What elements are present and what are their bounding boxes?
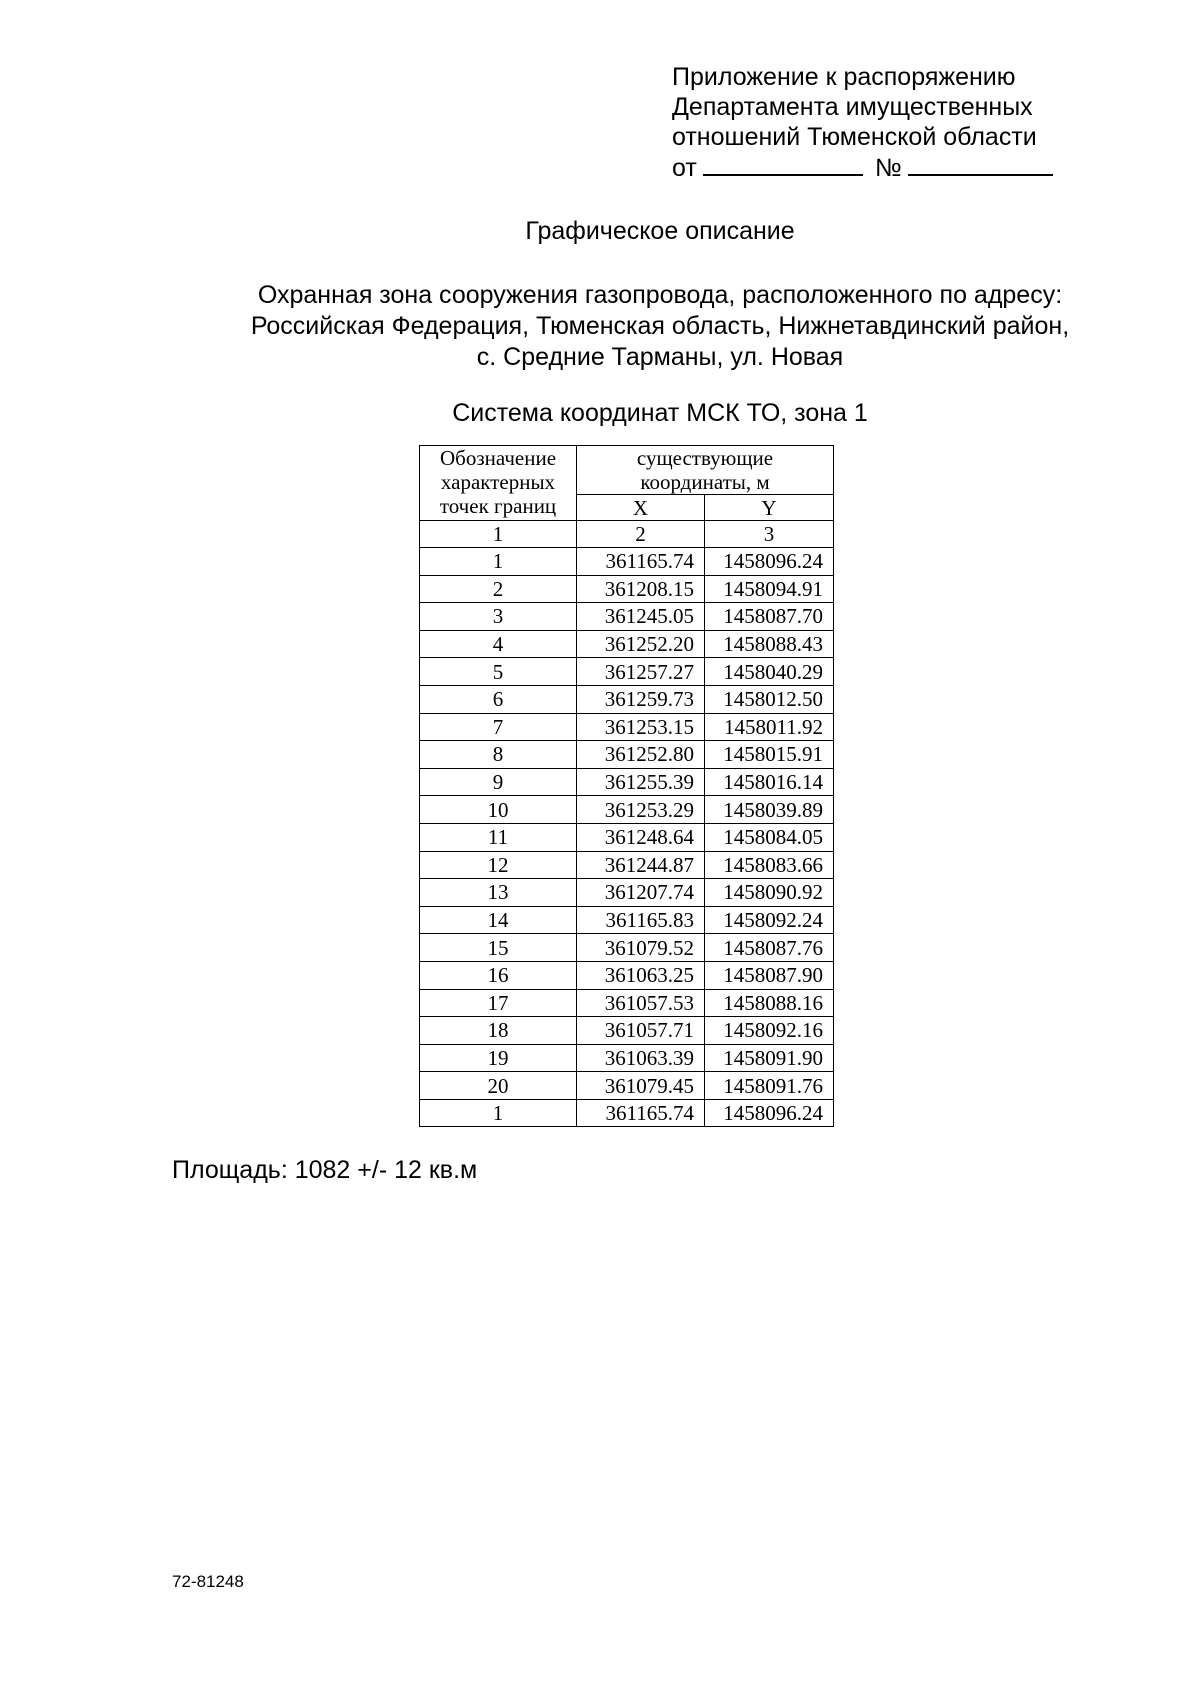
x-coordinate-cell: 361079.45	[577, 1072, 705, 1100]
table-row	[420, 658, 834, 686]
x-coordinate-cell: 361245.05	[577, 603, 705, 631]
y-coordinate-cell: 1458087.70	[705, 603, 834, 631]
zone-description	[160, 280, 1160, 373]
point-number-cell: 1	[420, 548, 577, 576]
column-number-3: 3	[705, 521, 834, 548]
table-row	[420, 1099, 834, 1127]
point-number-cell: 5	[420, 658, 577, 686]
table-row	[420, 851, 834, 879]
x-coordinate-cell: 361165.74	[577, 548, 705, 576]
table-row	[420, 1017, 834, 1045]
column-number-1: 1	[420, 521, 577, 548]
number-label: №	[874, 154, 902, 182]
y-coordinate-cell: 1458092.24	[705, 906, 834, 934]
point-number-cell: 8	[420, 741, 577, 769]
y-coordinate-cell: 1458011.92	[705, 713, 834, 741]
x-coordinate-cell: 361057.53	[577, 989, 705, 1017]
header-coordinates-line-1: существующие	[636, 446, 774, 470]
point-number-cell: 2	[420, 575, 577, 603]
header-points-line-2: характерных	[440, 470, 556, 494]
point-number-cell: 17	[420, 989, 577, 1017]
x-coordinate-cell: 361207.74	[577, 879, 705, 907]
x-coordinate-cell: 361063.39	[577, 1044, 705, 1072]
date-blank	[703, 152, 863, 176]
y-coordinate-cell: 1458087.90	[705, 961, 834, 989]
x-coordinate-cell: 361253.15	[577, 713, 705, 741]
x-coordinate-cell: 361057.71	[577, 1017, 705, 1045]
y-coordinate-cell: 1458012.50	[705, 685, 834, 713]
coordinate-system-label: Система координат МСК ТО, зона 1	[452, 399, 868, 427]
point-number-cell: 14	[420, 906, 577, 934]
header-x: X	[577, 495, 705, 521]
y-coordinate-cell: 1458090.92	[705, 879, 834, 907]
table-row	[420, 796, 834, 824]
column-number-2: 2	[577, 521, 705, 548]
x-coordinate-cell: 361165.74	[577, 1099, 705, 1127]
header-coordinates-line-2: координаты, м	[640, 470, 770, 494]
number-blank	[908, 152, 1053, 176]
from-label: от	[672, 154, 697, 182]
point-number-cell: 10	[420, 796, 577, 824]
appendix-line-1: Приложение к распоряжению	[672, 63, 1016, 91]
x-coordinate-cell: 361259.73	[577, 685, 705, 713]
x-coordinate-cell: 361063.25	[577, 961, 705, 989]
table-row	[420, 768, 834, 796]
document-title: Графическое описание	[525, 217, 795, 245]
x-coordinate-cell: 361252.20	[577, 630, 705, 658]
header-points	[420, 446, 577, 521]
x-coordinate-cell: 361244.87	[577, 851, 705, 879]
x-coordinate-cell: 361165.83	[577, 906, 705, 934]
appendix-line-3: отношений Тюменской области	[672, 123, 1037, 151]
table-row	[420, 989, 834, 1017]
y-coordinate-cell: 1458040.29	[705, 658, 834, 686]
y-coordinate-cell: 1458091.76	[705, 1072, 834, 1100]
y-coordinate-cell: 1458094.91	[705, 575, 834, 603]
point-number-cell: 20	[420, 1072, 577, 1100]
table-row	[420, 879, 834, 907]
table-row	[420, 630, 834, 658]
point-number-cell: 18	[420, 1017, 577, 1045]
coordinates-table	[419, 445, 834, 1127]
appendix-line-2: Департамента имущественных	[672, 93, 1033, 121]
point-number-cell: 19	[420, 1044, 577, 1072]
header-y: Y	[705, 495, 834, 521]
y-coordinate-cell: 1458092.16	[705, 1017, 834, 1045]
point-number-cell: 13	[420, 879, 577, 907]
point-number-cell: 3	[420, 603, 577, 631]
point-number-cell: 9	[420, 768, 577, 796]
zone-line-1: Охранная зона сооружения газопровода, расположенного по адресу:	[257, 281, 1063, 309]
x-coordinate-cell: 361252.80	[577, 741, 705, 769]
area-value: Площадь: 1082 +/- 12 кв.м	[172, 1156, 478, 1184]
point-number-cell: 15	[420, 934, 577, 962]
y-coordinate-cell: 1458016.14	[705, 768, 834, 796]
y-coordinate-cell: 1458091.90	[705, 1044, 834, 1072]
y-coordinate-cell: 1458083.66	[705, 851, 834, 879]
x-coordinate-cell: 361257.27	[577, 658, 705, 686]
table-row	[420, 1072, 834, 1100]
y-coordinate-cell: 1458087.76	[705, 934, 834, 962]
point-number-cell: 4	[420, 630, 577, 658]
appendix-header	[672, 62, 1092, 183]
table-row	[420, 603, 834, 631]
point-number-cell: 16	[420, 961, 577, 989]
coordinates-table-body	[420, 548, 834, 1127]
y-coordinate-cell: 1458039.89	[705, 796, 834, 824]
header-points-line-1: Обозначение	[439, 446, 557, 470]
point-number-cell: 6	[420, 685, 577, 713]
table-row	[420, 1044, 834, 1072]
table-row	[420, 823, 834, 851]
table-row	[420, 685, 834, 713]
table-row	[420, 575, 834, 603]
y-coordinate-cell: 1458096.24	[705, 548, 834, 576]
x-coordinate-cell: 361248.64	[577, 823, 705, 851]
x-coordinate-cell: 361079.52	[577, 934, 705, 962]
y-coordinate-cell: 1458096.24	[705, 1099, 834, 1127]
x-coordinate-cell: 361208.15	[577, 575, 705, 603]
point-number-cell: 7	[420, 713, 577, 741]
appendix-date-number-line	[672, 152, 1092, 183]
zone-line-2: Российская Федерация, Тюменская область, Нижнетавдинский район,	[250, 312, 1070, 340]
point-number-cell: 11	[420, 823, 577, 851]
table-row	[420, 713, 834, 741]
point-number-cell: 12	[420, 851, 577, 879]
y-coordinate-cell: 1458088.16	[705, 989, 834, 1017]
table-row	[420, 548, 834, 576]
point-number-cell: 1	[420, 1099, 577, 1127]
zone-line-3: с. Средние Тарманы, ул. Новая	[476, 343, 844, 371]
y-coordinate-cell: 1458084.05	[705, 823, 834, 851]
document-code: 72-81248	[172, 1572, 244, 1591]
x-coordinate-cell: 361255.39	[577, 768, 705, 796]
y-coordinate-cell: 1458015.91	[705, 741, 834, 769]
header-points-line-3: точек границ	[439, 494, 557, 518]
table-row	[420, 741, 834, 769]
table-row	[420, 934, 834, 962]
table-row	[420, 906, 834, 934]
y-coordinate-cell: 1458088.43	[705, 630, 834, 658]
header-coordinates	[577, 446, 834, 495]
table-row	[420, 961, 834, 989]
x-coordinate-cell: 361253.29	[577, 796, 705, 824]
